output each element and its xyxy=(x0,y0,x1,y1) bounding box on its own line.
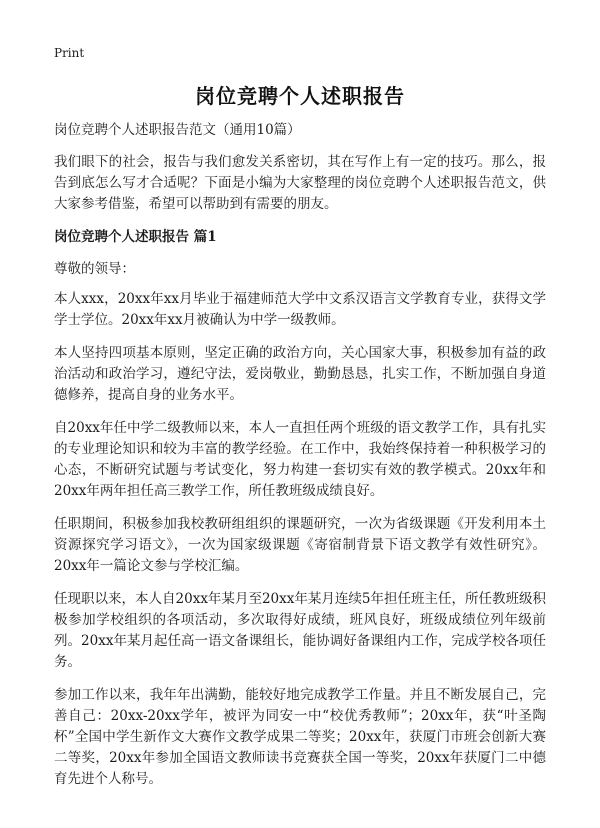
salutation: 尊敬的领导： xyxy=(54,261,135,277)
body-paragraph: 参加工作以来，我年年出满勤，能较好地完成教学工作量。并且不断发展自己，完善自己：20xx-20xx学年，被评为同安一中“校优秀教师”；20xx年，获“叶圣陶杯”全国中学生新作文大赛作文教学成果二等奖；20xx年，获厦门市班会创新大赛二等奖，20xx年参加全国语文教师读书竞赛获全国一等奖，20xx年获厦门二中德育先进个人称号。 xyxy=(54,687,546,787)
document-subtitle: 岗位竞聘个人述职报告范文（通用10篇） xyxy=(54,122,301,138)
body-paragraph: 任职期间，积极参加我校教研组组织的课题研究，一次为省级课题《开发利用本土资源探究学习语文》，一次为国家级课题《寄宿制背景下语文教学有效性研究》。20xx年一篇论文参与学校汇编。 xyxy=(54,516,546,574)
document-body xyxy=(54,120,546,802)
body-paragraph: 本人xxx，20xx年xx月毕业于福建师范大学中文系汉语言文学教育专业，获得文学学士学位。20xx年xx月被确认为中学一级教师。 xyxy=(54,291,546,328)
document-title: 岗位竞聘个人述职报告 xyxy=(195,84,405,108)
section-heading: 岗位竞聘个人述职报告 篇1 xyxy=(54,229,217,245)
body-paragraph: 自20xx年任中学二级教师以来，本人一直担任两个班级的语文教学工作，具有扎实的专业理论知识和较为丰富的教学经验。在工作中，我始终保持着一种积极学习的心态，不断研究试题与考试变化，努力构建一套切实有效的教学模式。20xx年和20xx年两年担任高三教学工作，所任教班级成绩良好。 xyxy=(54,420,546,499)
intro-paragraph: 我们眼下的社会，报告与我们愈发关系密切，其在写作上有一定的技巧。那么，报告到底怎么写才合适呢？下面是小编为大家整理的岗位竞聘个人述职报告范文，供大家参考借鉴，希望可以帮助到有需要的朋友。 xyxy=(54,154,546,212)
body-paragraph: 任现职以来，本人自20xx年某月至20xx年某月连续5年担任班主任，所任教班级积极参加学校组织的各项活动，多次取得好成绩，班风良好，班级成绩位列年级前列。20xx年某月起任高一语文备课组长，能协调好备课组内工作，完成学校各项任务。 xyxy=(54,591,546,670)
body-paragraph: 本人坚持四项基本原则，坚定正确的政治方向，关心国家大事，积极参加有益的政治活动和政治学习，遵纪守法，爱岗敬业，勤勤恳恳，扎实工作，不断加强自身道德修养，提高自身的业务水平。 xyxy=(54,345,546,403)
print-link[interactable]: Print xyxy=(54,46,85,60)
